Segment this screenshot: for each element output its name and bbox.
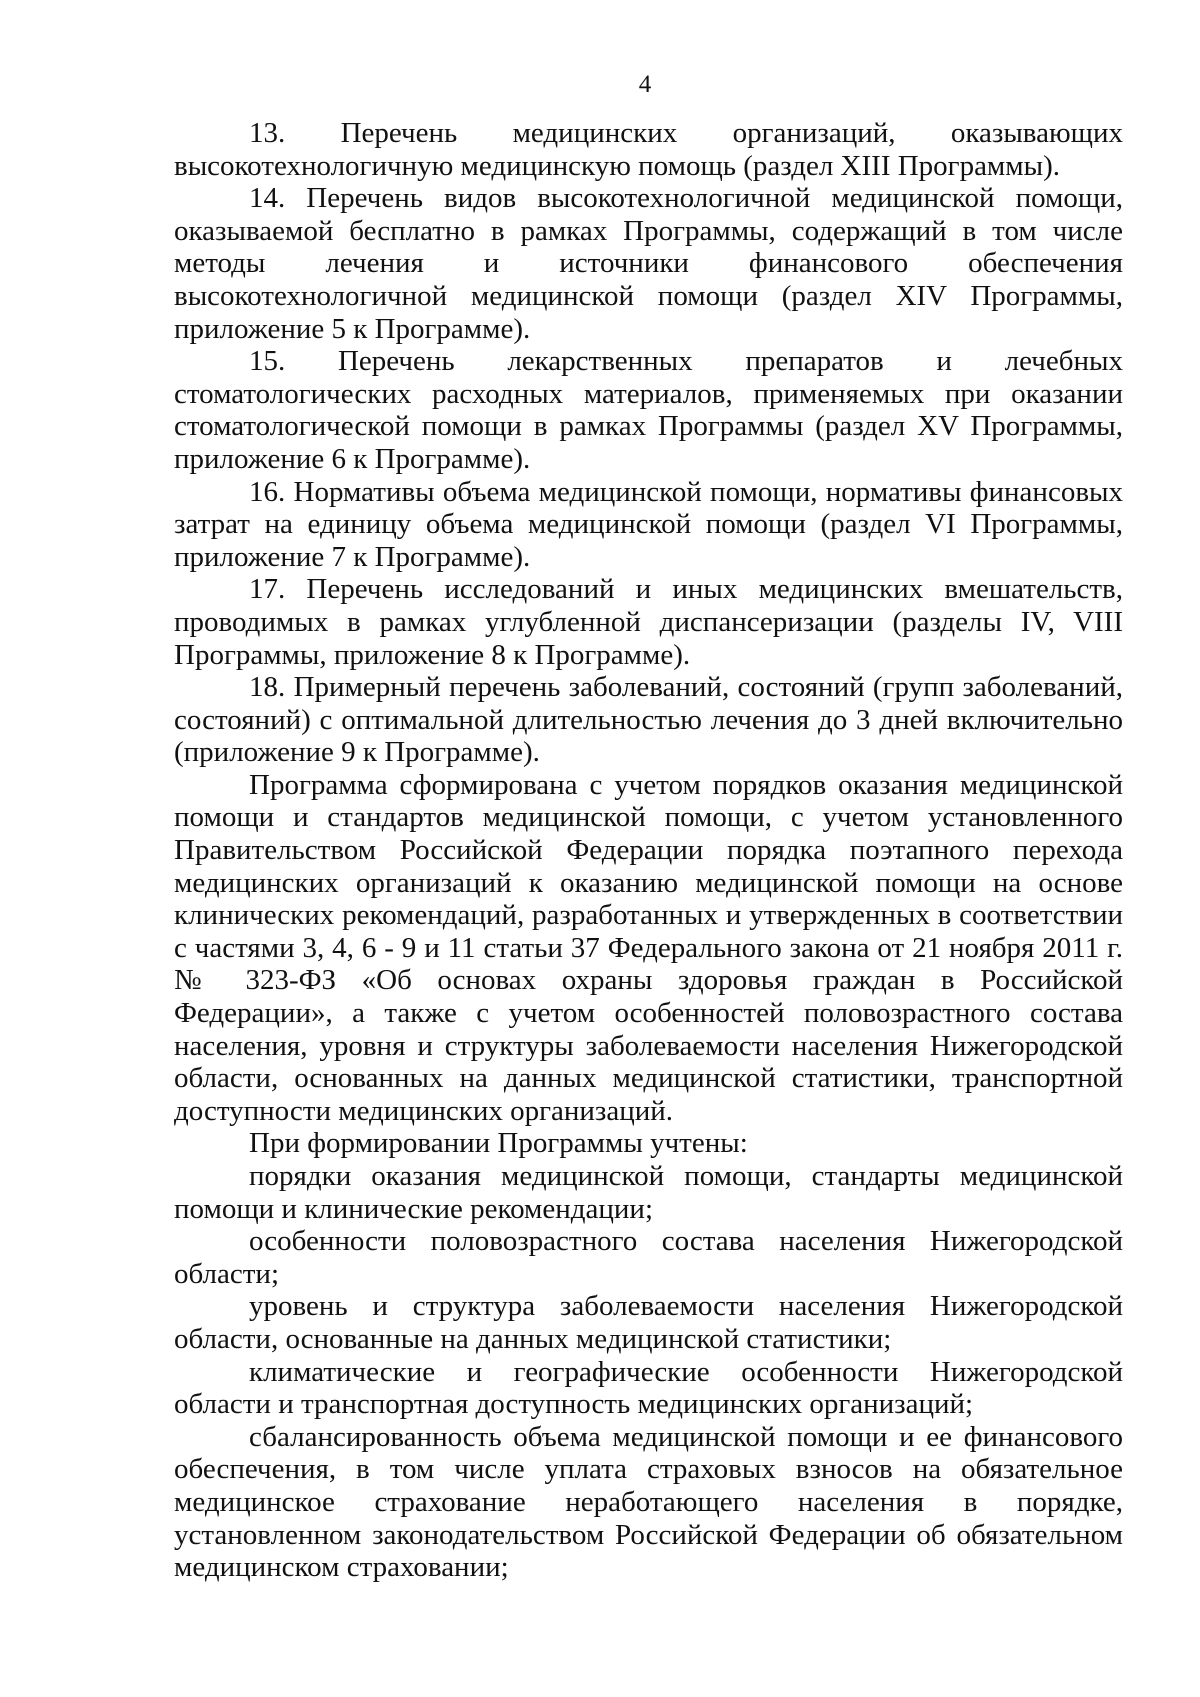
page-number: 4: [638, 71, 652, 98]
paragraph-considered-geography: климатические и географические особенности Нижегородской области и транспортная доступность медицинских организаций;: [174, 1355, 1123, 1421]
paragraph-item-14: 14. Перечень видов высокотехнологичной медицинской помощи, оказываемой бесплатно в рамках Программы, содержащий в том числе методы лечения и источники финансового обеспечения высокотехнологичной медицинской помощи (раздел XIV Программы, приложение 5 к Программе).: [174, 182, 1123, 345]
paragraph-considered-procedures: порядки оказания медицинской помощи, стандарты медицинской помощи и клинические рекомендации;: [174, 1160, 1123, 1225]
paragraph-considered-demographics: особенности половозрастного состава населения Нижегородской области;: [174, 1225, 1123, 1290]
paragraph-item-18: 18. Примерный перечень заболеваний, состояний (групп заболеваний, состояний) с оптимальной длительностью лечения до 3 дней включительно (приложение 9 к Программе).: [174, 671, 1123, 769]
paragraph-item-16: 16. Нормативы объема медицинской помощи, нормативы финансовых затрат на единицу объема медицинской помощи (раздел VI Программы, приложение 7 к Программе).: [174, 475, 1123, 573]
paragraph-item-15: 15. Перечень лекарственных препаратов и лечебных стоматологических расходных материалов, применяемых при оказании стоматологической помощи в рамках Программы (раздел XV Программы, приложение 6 к Программе).: [174, 345, 1123, 475]
paragraph-considered-financing: сбалансированность объема медицинской помощи и ее финансового обеспечения, в том числе уплата страховых взносов на обязательное медицинское страхование неработающего населения в порядке, установленном законодательством Российской Федерации об обязательном медицинском страховании;: [174, 1420, 1123, 1584]
paragraph-item-17: 17. Перечень исследований и иных медицинских вмешательств, проводимых в рамках углубленной диспансеризации (разделы IV, VIII Программы, приложение 8 к Программе).: [174, 573, 1123, 671]
document-body: [174, 117, 1123, 1584]
paragraph-program-basis: Программа сформирована с учетом порядков оказания медицинской помощи и стандартов медицинской помощи, с учетом установленного Правительством Российской Федерации порядка поэтапного перехода медицинских организаций к оказанию медицинской помощи на основе клинических рекомендаций, разработанных и утвержденных в соответствии с частями 3, 4, 6 - 9 и 11 статьи 37 Федерального закона от 21 ноября 2011 г. № 323-ФЗ «Об основах охраны здоровья граждан в Российской Федерации», а также с учетом особенностей половозрастного состава населения, уровня и структуры заболеваемости населения Нижегородской области, основанных на данных медицинской статистики, транспортной доступности медицинских организаций.: [174, 768, 1123, 1127]
paragraph-item-13: 13. Перечень медицинских организаций, оказывающих высокотехнологичную медицинскую помощь (раздел XIII Программы).: [174, 117, 1123, 182]
paragraph-considered-morbidity: уровень и структура заболеваемости населения Нижегородской области, основанные на данных медицинской статистики;: [174, 1290, 1123, 1355]
paragraph-considered-intro: При формировании Программы учтены:: [249, 1127, 748, 1160]
